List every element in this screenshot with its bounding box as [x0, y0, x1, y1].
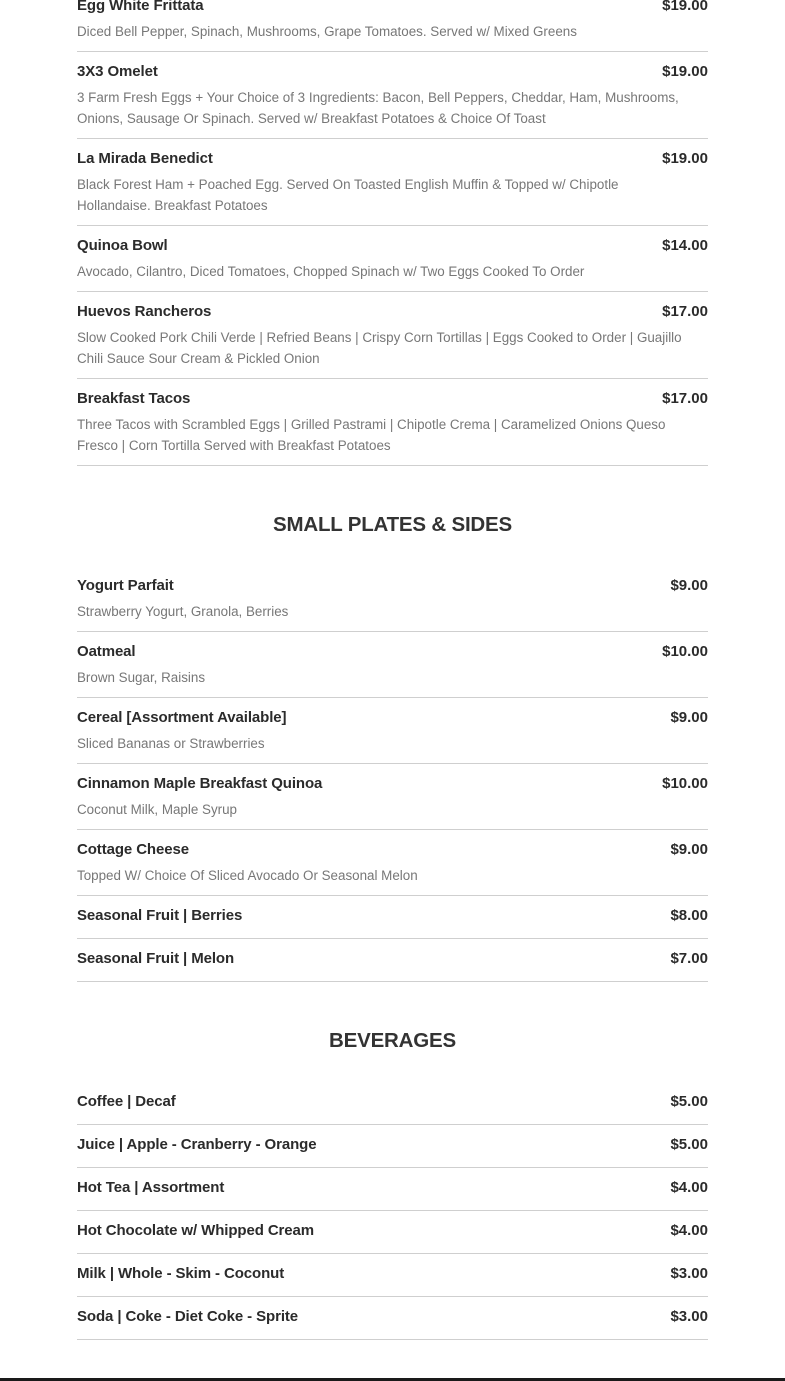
menu-item-price: $4.00	[670, 1179, 708, 1196]
menu-item-price: $19.00	[662, 0, 708, 14]
menu-item-description: Coconut Milk, Maple Syrup	[77, 802, 238, 817]
menu-item-description: Slow Cooked Pork Chili Verde | Refried Beans | Crispy Corn Tortillas | Eggs Cooked to Order | Guajillo Chili Sauce Sour Cream & Pickled Onion	[77, 330, 682, 366]
menu-item-name: Juice | Apple - Cranberry - Orange	[77, 1136, 317, 1153]
menu-item-header	[77, 771, 708, 797]
menu-item-header	[77, 299, 708, 325]
menu-item-header	[77, 146, 708, 172]
menu-item-header	[77, 1175, 708, 1201]
menu-list	[77, 0, 708, 1340]
menu-item-name: Hot Chocolate w/ Whipped Cream	[77, 1222, 315, 1239]
menu-item-description: Brown Sugar, Raisins	[77, 670, 206, 685]
menu-item	[77, 226, 708, 292]
menu-item-name: 3X3 Omelet	[77, 63, 158, 80]
menu-item-header	[77, 0, 708, 19]
menu-item-header	[77, 946, 708, 972]
menu-item-header	[77, 705, 708, 731]
menu-item	[77, 0, 708, 52]
menu-item	[77, 139, 708, 226]
menu-item-name: Seasonal Fruit | Melon	[77, 950, 235, 967]
menu-item-price: $10.00	[662, 775, 708, 792]
menu-item-description: Topped W/ Choice Of Sliced Avocado Or Seasonal Melon	[77, 868, 418, 883]
menu-item-price: $3.00	[670, 1308, 708, 1325]
menu-item-description: Black Forest Ham + Poached Egg. Served On Toasted English Muffin & Topped w/ Chipotle Hollandaise. Breakfast Potatoes	[77, 177, 619, 213]
menu-item-header	[77, 233, 708, 259]
menu-item-name: Quinoa Bowl	[77, 237, 168, 254]
menu-item-price: $5.00	[670, 1093, 708, 1110]
menu-item-header	[77, 1132, 708, 1158]
menu-item-price: $17.00	[662, 390, 708, 407]
menu-item-name: Milk | Whole - Skim - Coconut	[77, 1265, 285, 1282]
menu-item-name: Yogurt Parfait	[77, 577, 174, 594]
menu-item-header	[77, 1304, 708, 1330]
menu-item-name: La Mirada Benedict	[77, 150, 213, 167]
menu-item-header	[77, 837, 708, 863]
menu-item-header	[77, 903, 708, 929]
menu-item	[77, 1254, 708, 1297]
menu-item	[77, 566, 708, 632]
menu-item-price: $17.00	[662, 303, 708, 320]
menu-item-price: $9.00	[670, 709, 708, 726]
menu-item-price: $19.00	[662, 63, 708, 80]
menu-item	[77, 830, 708, 896]
menu-item	[77, 1082, 708, 1125]
menu-item-price: $19.00	[662, 150, 708, 167]
section-title: SMALL PLATES & SIDES	[273, 513, 512, 536]
menu-item-header	[77, 1218, 708, 1244]
menu-item-name: Seasonal Fruit | Berries	[77, 907, 243, 924]
menu-item	[77, 1297, 708, 1340]
menu-item	[77, 698, 708, 764]
menu-item-name: Cinnamon Maple Breakfast Quinoa	[77, 775, 323, 792]
menu-item	[77, 1211, 708, 1254]
menu-item-header	[77, 59, 708, 85]
menu-item-header	[77, 1089, 708, 1115]
menu-item	[77, 379, 708, 466]
menu-item-header	[77, 386, 708, 412]
menu-item-description: Three Tacos with Scrambled Eggs | Grilled Pastrami | Chipotle Crema | Caramelized Onions Queso Fresco | Corn Tortilla Served with Breakfast Potatoes	[77, 417, 666, 453]
menu-item-price: $9.00	[670, 577, 708, 594]
menu-item	[77, 939, 708, 982]
menu-item-description: Diced Bell Pepper, Spinach, Mushrooms, Grape Tomatoes. Served w/ Mixed Greens	[77, 24, 577, 39]
menu-item-price: $5.00	[670, 1136, 708, 1153]
menu-item	[77, 1125, 708, 1168]
section-title: BEVERAGES	[329, 1029, 456, 1052]
menu-item	[77, 52, 708, 139]
menu-item-name: Breakfast Tacos	[77, 390, 191, 407]
menu-item	[77, 764, 708, 830]
menu-item-header	[77, 639, 708, 665]
menu-item-price: $9.00	[670, 841, 708, 858]
menu-item-price: $14.00	[662, 237, 708, 254]
menu-item-price: $4.00	[670, 1222, 708, 1239]
menu-item-price: $7.00	[670, 950, 708, 967]
menu-item-price: $3.00	[670, 1265, 708, 1282]
menu-item-description: Sliced Bananas or Strawberries	[77, 736, 265, 751]
menu-item	[77, 896, 708, 939]
menu-item-name: Cottage Cheese	[77, 841, 189, 858]
menu-item-price: $8.00	[670, 907, 708, 924]
menu-item-name: Soda | Coke - Diet Coke - Sprite	[77, 1308, 299, 1325]
menu-item	[77, 292, 708, 379]
menu-item-header	[77, 573, 708, 599]
menu-item-name: Coffee | Decaf	[77, 1093, 176, 1110]
menu-item-name: Cereal [Assortment Available]	[77, 709, 287, 726]
menu-item	[77, 1168, 708, 1211]
menu-item-name: Hot Tea | Assortment	[77, 1179, 225, 1196]
menu-item-description: 3 Farm Fresh Eggs + Your Choice of 3 Ingredients: Bacon, Bell Peppers, Cheddar, Ham, Mushrooms, Onions, Sausage Or Spinach. Served w/ Breakfast Potatoes & Choice Of Toast	[77, 90, 679, 126]
menu-item-description: Avocado, Cilantro, Diced Tomatoes, Chopped Spinach w/ Two Eggs Cooked To Order	[77, 264, 585, 279]
menu-item-header	[77, 1261, 708, 1287]
menu-item-name: Huevos Rancheros	[77, 303, 212, 320]
menu-item-description: Strawberry Yogurt, Granola, Berries	[77, 604, 289, 619]
menu-item-name: Oatmeal	[77, 643, 136, 660]
menu-item	[77, 632, 708, 698]
menu-item-price: $10.00	[662, 643, 708, 660]
menu-item-name: Egg White Frittata	[77, 0, 204, 14]
